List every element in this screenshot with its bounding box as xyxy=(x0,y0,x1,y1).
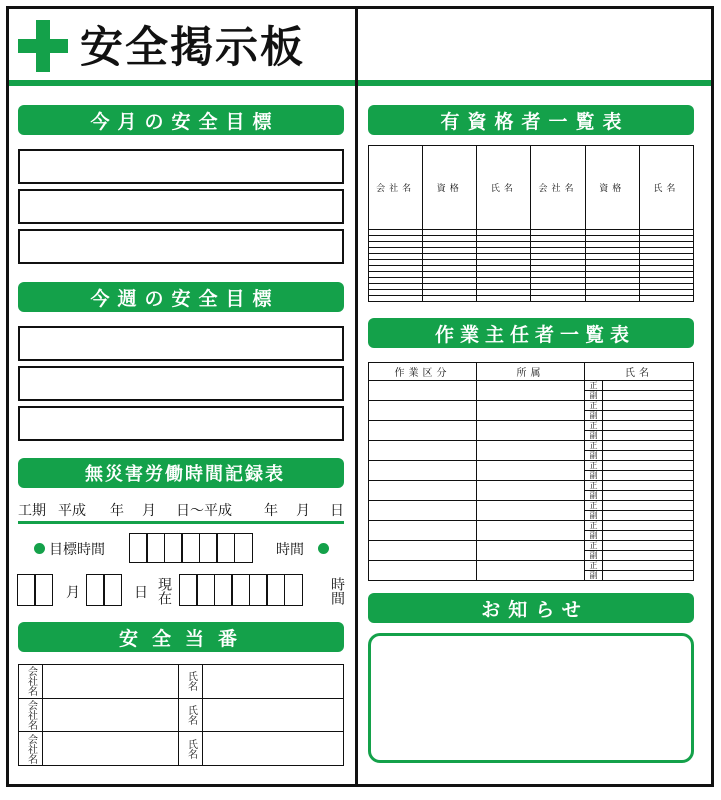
supervisor-deputy-label: 副 xyxy=(585,451,603,461)
supervisor-name-cell[interactable] xyxy=(603,511,694,521)
supervisor-name-cell[interactable] xyxy=(603,571,694,581)
current-hours-unit: 時間 xyxy=(329,577,345,605)
header-rule-right xyxy=(358,80,711,86)
supervisor-primary-label: 正 xyxy=(585,461,603,471)
target-hours-label: 目標時間 xyxy=(49,542,105,558)
period-month-end: 月 xyxy=(296,503,310,519)
duty-name-field[interactable] xyxy=(203,698,344,732)
supervisor-name-cell[interactable] xyxy=(603,531,694,541)
duty-company-label: 会社名 xyxy=(25,666,37,697)
supervisor-affiliation-cell[interactable] xyxy=(477,501,585,521)
duty-name-field[interactable] xyxy=(203,732,344,766)
green-dot-icon xyxy=(34,543,45,554)
qualified-header-company-2: 会社名 xyxy=(531,146,585,230)
supervisor-deputy-label: 副 xyxy=(585,571,603,581)
column-divider xyxy=(355,6,358,787)
supervisor-row xyxy=(369,481,694,491)
supervisor-category-cell[interactable] xyxy=(369,501,477,521)
target-hours-unit: 時間 xyxy=(276,542,304,558)
supervisor-primary-label: 正 xyxy=(585,521,603,531)
supervisor-name-cell[interactable] xyxy=(603,471,694,481)
supervisor-affiliation-cell[interactable] xyxy=(477,561,585,581)
qualified-header-qualification-2: 資格 xyxy=(585,146,639,230)
supervisor-table xyxy=(368,362,694,581)
qualified-cell[interactable] xyxy=(531,296,585,302)
qualified-heading: 有資格者一覧表 xyxy=(368,105,694,135)
supervisor-category-cell[interactable] xyxy=(369,401,477,421)
green-dot-icon-right xyxy=(318,543,329,554)
qualified-header-company: 会社名 xyxy=(369,146,423,230)
supervisor-affiliation-cell[interactable] xyxy=(477,381,585,401)
supervisor-category-cell[interactable] xyxy=(369,521,477,541)
supervisor-name-cell[interactable] xyxy=(603,391,694,401)
supervisor-header-name: 氏名 xyxy=(585,363,694,381)
notice-area[interactable] xyxy=(368,633,694,763)
supervisor-name-cell[interactable] xyxy=(603,561,694,571)
period-year-start: 年 xyxy=(110,503,124,519)
period-year-end: 年 xyxy=(264,503,278,519)
duty-name-label: 氏名 xyxy=(185,671,197,692)
day-unit: 日 xyxy=(134,585,148,601)
supervisor-primary-label: 正 xyxy=(585,541,603,551)
supervisor-name-cell[interactable] xyxy=(603,551,694,561)
day-digits[interactable] xyxy=(87,574,131,606)
period-era-start: 平成 xyxy=(58,503,86,519)
period-line xyxy=(18,500,348,520)
supervisor-heading: 作業主任者一覧表 xyxy=(368,318,694,348)
monthly-goal-field-2[interactable] xyxy=(18,189,344,224)
supervisor-affiliation-cell[interactable] xyxy=(477,541,585,561)
supervisor-name-cell[interactable] xyxy=(603,481,694,491)
supervisor-name-cell[interactable] xyxy=(603,491,694,501)
period-day-to-era: 日～平成 xyxy=(176,503,232,519)
supervisor-affiliation-cell[interactable] xyxy=(477,421,585,441)
supervisor-name-cell[interactable] xyxy=(603,441,694,451)
notice-heading: お知らせ xyxy=(368,593,694,623)
safety-duty-heading: 安全当番 xyxy=(18,622,344,652)
duty-company-field[interactable] xyxy=(43,698,179,732)
supervisor-affiliation-cell[interactable] xyxy=(477,461,585,481)
supervisor-primary-label: 正 xyxy=(585,561,603,571)
duty-name-label: 氏名 xyxy=(185,704,197,725)
supervisor-row xyxy=(369,461,694,471)
duty-name-label: 氏名 xyxy=(185,738,197,759)
safety-duty-table xyxy=(18,664,344,766)
supervisor-affiliation-cell[interactable] xyxy=(477,521,585,541)
supervisor-header-category: 作業区分 xyxy=(369,363,477,381)
header-rule-left xyxy=(9,80,355,86)
supervisor-name-cell[interactable] xyxy=(603,421,694,431)
supervisor-category-cell[interactable] xyxy=(369,421,477,441)
supervisor-primary-label: 正 xyxy=(585,481,603,491)
duty-company-field[interactable] xyxy=(43,665,179,699)
supervisor-name-cell[interactable] xyxy=(603,451,694,461)
current-label: 現在 xyxy=(156,577,172,605)
month-digits[interactable] xyxy=(18,574,62,606)
supervisor-row xyxy=(369,421,694,431)
monthly-goal-field-3[interactable] xyxy=(18,229,344,264)
supervisor-name-cell[interactable] xyxy=(603,381,694,391)
month-unit: 月 xyxy=(66,585,80,601)
qualified-cell[interactable] xyxy=(423,296,477,302)
accident-free-heading: 無災害労働時間記録表 xyxy=(18,458,344,488)
supervisor-row xyxy=(369,541,694,551)
supervisor-primary-label: 正 xyxy=(585,401,603,411)
supervisor-affiliation-cell[interactable] xyxy=(477,401,585,421)
supervisor-category-cell[interactable] xyxy=(369,381,477,401)
duty-company-label: 会社名 xyxy=(25,699,37,730)
supervisor-category-cell[interactable] xyxy=(369,561,477,581)
supervisor-affiliation-cell[interactable] xyxy=(477,441,585,461)
supervisor-deputy-label: 副 xyxy=(585,491,603,501)
supervisor-category-cell[interactable] xyxy=(369,541,477,561)
qualified-header-name-2: 氏名 xyxy=(639,146,693,230)
qualified-cell[interactable] xyxy=(369,296,423,302)
current-hours-digits[interactable] xyxy=(180,574,330,606)
supervisor-name-cell[interactable] xyxy=(603,461,694,471)
monthly-goal-field-1[interactable] xyxy=(18,149,344,184)
supervisor-category-cell[interactable] xyxy=(369,461,477,481)
supervisor-deputy-label: 副 xyxy=(585,511,603,521)
page-title: 安全掲示板 xyxy=(80,23,305,73)
qualified-row xyxy=(369,296,694,302)
supervisor-category-cell[interactable] xyxy=(369,481,477,501)
supervisor-category-cell[interactable] xyxy=(369,441,477,461)
period-label: 工期 xyxy=(18,503,46,519)
green-cross-icon-bar xyxy=(18,39,68,53)
supervisor-primary-label: 正 xyxy=(585,421,603,431)
duty-company-field[interactable] xyxy=(43,732,179,766)
qualified-table xyxy=(368,145,694,302)
duty-name-field[interactable] xyxy=(203,665,344,699)
supervisor-deputy-label: 副 xyxy=(585,551,603,561)
supervisor-name-cell[interactable] xyxy=(603,411,694,421)
supervisor-row xyxy=(369,561,694,571)
supervisor-deputy-label: 副 xyxy=(585,391,603,401)
supervisor-deputy-label: 副 xyxy=(585,531,603,541)
supervisor-name-cell[interactable] xyxy=(603,541,694,551)
supervisor-row xyxy=(369,381,694,391)
supervisor-primary-label: 正 xyxy=(585,501,603,511)
weekly-goal-field-2[interactable] xyxy=(18,366,344,401)
supervisor-deputy-label: 副 xyxy=(585,431,603,441)
supervisor-name-cell[interactable] xyxy=(603,501,694,511)
supervisor-header-affiliation: 所属 xyxy=(477,363,585,381)
period-day-end: 日 xyxy=(330,503,344,519)
period-rule xyxy=(18,521,344,524)
qualified-cell[interactable] xyxy=(639,296,693,302)
supervisor-row xyxy=(369,521,694,531)
weekly-goal-field-3[interactable] xyxy=(18,406,344,441)
supervisor-name-cell[interactable] xyxy=(603,401,694,411)
supervisor-row xyxy=(369,501,694,511)
supervisor-row xyxy=(369,441,694,451)
supervisor-deputy-label: 副 xyxy=(585,411,603,421)
supervisor-primary-label: 正 xyxy=(585,381,603,391)
qualified-header-qualification: 資格 xyxy=(423,146,477,230)
supervisor-primary-label: 正 xyxy=(585,441,603,451)
duty-company-label: 会社名 xyxy=(25,733,37,764)
monthly-goal-heading: 今月の安全目標 xyxy=(18,105,344,135)
qualified-cell[interactable] xyxy=(477,296,531,302)
supervisor-deputy-label: 副 xyxy=(585,471,603,481)
period-month-start: 月 xyxy=(142,503,156,519)
weekly-goal-heading: 今週の安全目標 xyxy=(18,282,344,312)
supervisor-affiliation-cell[interactable] xyxy=(477,481,585,501)
target-hours-digits[interactable] xyxy=(130,533,272,563)
qualified-header-name: 氏名 xyxy=(477,146,531,230)
supervisor-name-cell[interactable] xyxy=(603,431,694,441)
weekly-goal-field-1[interactable] xyxy=(18,326,344,361)
supervisor-name-cell[interactable] xyxy=(603,521,694,531)
supervisor-row xyxy=(369,401,694,411)
qualified-cell[interactable] xyxy=(585,296,639,302)
